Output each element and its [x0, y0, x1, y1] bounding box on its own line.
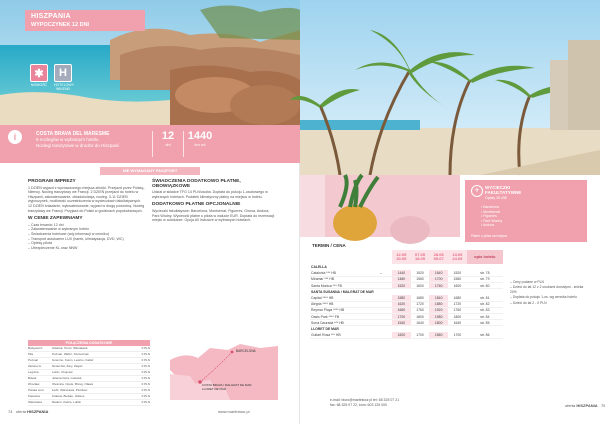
- extra-heading: ŚWIADCZENIA DODATKOWO PŁATNE, OBOWIĄZKOWE: [152, 179, 241, 189]
- price-table: [310, 250, 503, 339]
- optional-text: Wycieczki fakultatywne: Barcelona, Montserrat, Figueres, Girona, Andora, Park Wodny. Wycieczki płatne u pilota w walucie EUR. Dopłata do rezerwacji miejsc w autokarze. Opcja All Inclusive w wybranych hotelach.: [152, 208, 275, 223]
- page-number: 74: [8, 409, 13, 414]
- connections-table: [28, 340, 150, 406]
- footer-country: HISZPANIA: [27, 409, 49, 414]
- included-item: – Czas trwania: 12 dni: [28, 222, 64, 227]
- list-item: • Figueres: [481, 214, 502, 219]
- right-footer: [330, 398, 605, 408]
- stat-distance-value: 1440: [187, 130, 213, 142]
- table-row: Polska cent. Łódź, Warszawa, Piotrków 0 PLN: [28, 388, 150, 392]
- sun-icon: ✱: [30, 64, 48, 82]
- table-header-row: [310, 250, 503, 264]
- page-number: 75: [600, 403, 605, 408]
- contact-line: fax: 68 325 07 22, kom: 603 125 000: [330, 403, 388, 407]
- hotel-desc-col: opis hotelu: [467, 250, 503, 264]
- date-col: 13.09 24.09: [448, 250, 467, 264]
- photo-pineapple: [300, 175, 460, 237]
- table-row: Bolesł. Jelenia Góra, Lwówek 0 PLN: [28, 376, 150, 380]
- stat-days-unit: dni: [165, 142, 171, 147]
- program-column: [28, 180, 146, 250]
- table-row: Zielona G. Nowa Sól, Żary, Żagań 0 PLN: [28, 364, 150, 368]
- promo-price: Opłaty 35-45€: [485, 196, 507, 200]
- table-row: Miramar *** HB 1480 1560 1700 1560 str. 79: [310, 276, 503, 282]
- stat-distance-unit: km od: [194, 142, 206, 147]
- table-row: Warszawa Radom, Kielce, Lublin 0 PLN: [28, 400, 150, 404]
- table-row: Reymar Playa **** HB 1660 1760 1920 1760 str. 83: [310, 307, 503, 313]
- hotel-info-bar: [0, 125, 300, 163]
- connections-header: POŁĄCZENIA DODATKOWE: [28, 340, 150, 346]
- extra-text: Udział w składce TFG 14 PLN/osoba. Dopłata do pokoju 1-osobowego w wybranych hotelach. Podatek klimatyczny płatny na miejscu w hotelu.: [152, 190, 268, 199]
- left-page: [0, 0, 300, 424]
- right-page: [300, 0, 605, 424]
- extras-column: [152, 180, 277, 223]
- map-label-dest: COSTA BRAVA / MALGRAT DE MAR: [202, 383, 252, 387]
- table-row: Sorra Daurada *** HB 1540 1640 1800 1640 str. 85: [310, 320, 503, 326]
- program-text: 1 DZIEŃ wyjazd z wyznaczonego miejsca zbiórki. Przejazd przez Polskę, Niemcy. Nocleg tranzytowy we Francji. 2 DZIEŃ przejazd do hotelu w Hiszpanii, zakwaterowanie, obiadokolacja, nocleg. 3-11 DZIEŃ wypoczynek, możliwość uczestniczenia w wycieczkach fakultatywnych. 12 DZIEŃ śniadanie, wykwaterowanie, wyjazd w drogę powrotną. Nocleg tranzytowy we Francji. Przyjazd do Polski w godzinach popołudniowych.: [28, 185, 145, 213]
- section-header: LLORET DE MAR: [310, 326, 503, 332]
- date-col: 28.06 09.07: [429, 250, 448, 264]
- table-row: Bydgoszcz Gdańsk, Toruń, Włocławek 0 PLN: [28, 346, 150, 350]
- destination-title: HISZPANIA: [31, 13, 71, 20]
- price-notes: [510, 280, 590, 306]
- divider: [183, 131, 184, 157]
- table-row: Catalonia *** HB – 1440 1520 1640 1520 str. 78: [310, 270, 503, 276]
- note: – Ceny podane w PLN: [510, 280, 544, 284]
- program-heading: PROGRAM IMPREZY: [28, 179, 76, 184]
- section-header: CALELLA: [310, 264, 503, 270]
- included-item: – Ubezpieczenie KL oraz NNW: [28, 245, 78, 250]
- table-row: Piła Poznań, Wałcz, Szczecinek 0 PLN: [28, 352, 150, 356]
- list-item: • Park Wodny: [481, 219, 502, 224]
- excursions-promo-box: [465, 180, 587, 242]
- table-row: Poznań Gniezno, Konin, Leszno, Kalisz 0 PLN: [28, 358, 150, 362]
- hero-photo-palms: [300, 0, 600, 175]
- optional-heading: DODATKOWO PŁATNE OPCJONALNIE: [152, 202, 241, 208]
- bus-icon: ✈: [471, 185, 483, 197]
- hotel-icon: H: [54, 64, 72, 82]
- trip-subtitle: WYPOCZYNEK 12 DNI: [31, 22, 90, 28]
- price-section-title: TERMIN / CENA: [312, 243, 346, 248]
- stat-distance: [186, 130, 214, 147]
- date-col: 12.05 20.05: [392, 250, 411, 264]
- footer-brand: oferta: [15, 409, 27, 414]
- destination-title-box: [25, 10, 145, 31]
- website-link[interactable]: www.martintour.pl: [218, 409, 250, 414]
- feature-icons: [30, 64, 75, 91]
- note: – Dzieci do lat 12 z 2 osobami dorosłymi - zniżka 20%: [510, 285, 584, 294]
- excursion-list: [481, 205, 502, 228]
- included-item: – Świadczenia hotelowe (w/g informacji w cenniku): [28, 231, 109, 236]
- map-label-start: BARCELONA: [236, 349, 256, 353]
- feature-new: [30, 64, 48, 91]
- contact-line[interactable]: e-mail: biuro@martintour.pl tel: 68 325 07 21: [330, 398, 400, 402]
- table-row: Capital **** HB 1580 1680 1840 1680 str. 81: [310, 295, 503, 301]
- table-row: Legnica Lubin, Chojnów 0 PLN: [28, 370, 150, 374]
- hotel-info-text: [36, 131, 119, 149]
- list-item: • Montserrat: [481, 210, 502, 215]
- left-footer: [8, 409, 250, 414]
- included-heading: W CENIE ZAPEWNIAMY: [28, 216, 83, 222]
- included-item: – Transport autokarem LUX (barek, klimatyzacja, DVD, WC): [28, 236, 124, 241]
- promo-title: WYCIECZKI FAKULTATYWNE: [485, 185, 522, 195]
- table-row: Wrocław Oleśnica, Opole, Brzeg, Oława 0 PLN: [28, 382, 150, 386]
- table-row: Katowice Kraków, Bielsko, Gliwice 0 PLN: [28, 394, 150, 398]
- note: – Dopłata do pokoju 1-os. wg cennika hotelu: [510, 295, 577, 300]
- included-item: – Opiekę pilota: [28, 241, 52, 246]
- feature-new-label: NOWOŚĆ: [30, 83, 48, 87]
- footer-brand: oferta: [565, 403, 576, 408]
- table-row: Guitart Rosa *** HB 1600 1700 1860 1700 str. 86: [310, 332, 503, 338]
- right-page-footer: [565, 403, 605, 408]
- table-row: Oasis Park **** FB 1700 1800 1980 1800 str. 84: [310, 314, 503, 320]
- stat-days: [158, 130, 178, 147]
- footer-country: HISZPANIA: [576, 403, 598, 408]
- list-item: • Andora: [481, 223, 502, 228]
- date-col: 07.05 18.05: [411, 250, 430, 264]
- route-map: [170, 340, 278, 400]
- map-label-dest2: LLORET DE MAR: [202, 387, 227, 391]
- note: – Dzieci do lat 2 - 0 PLN: [510, 300, 547, 305]
- hotel-region: COSTA BRAVA DEL MARESME: [36, 131, 110, 137]
- stat-days-value: 12: [161, 130, 175, 142]
- info-icon: i: [8, 130, 22, 144]
- passport-note: NIE WYMAGANY PASZPORT: [100, 167, 200, 175]
- section-header: SANTA SUSANNA / MALGRAT DE MAR: [310, 289, 503, 295]
- list-item: • Barcelona: [481, 205, 502, 210]
- hotel-transit: Noclegi tranzytowe w drodze do Hiszpanii: [36, 143, 120, 148]
- feature-hotel-label: HOTELOWY WIKEND: [54, 83, 75, 91]
- feature-hotel: [54, 64, 75, 91]
- table-row: Santa Monica *** FB 1520 1600 1760 1600 str. 80: [310, 283, 503, 289]
- promo-footnote: Płatne u pilota na miejscu: [471, 234, 508, 238]
- hotel-nights: 9 noclegów w wybranym hotelu: [36, 137, 99, 142]
- table-row: Alegria **** HB 1620 1720 1880 1720 str. 82: [310, 301, 503, 307]
- divider: [152, 131, 153, 157]
- included-item: – Zakwaterowanie w wybranym hotelu: [28, 227, 89, 232]
